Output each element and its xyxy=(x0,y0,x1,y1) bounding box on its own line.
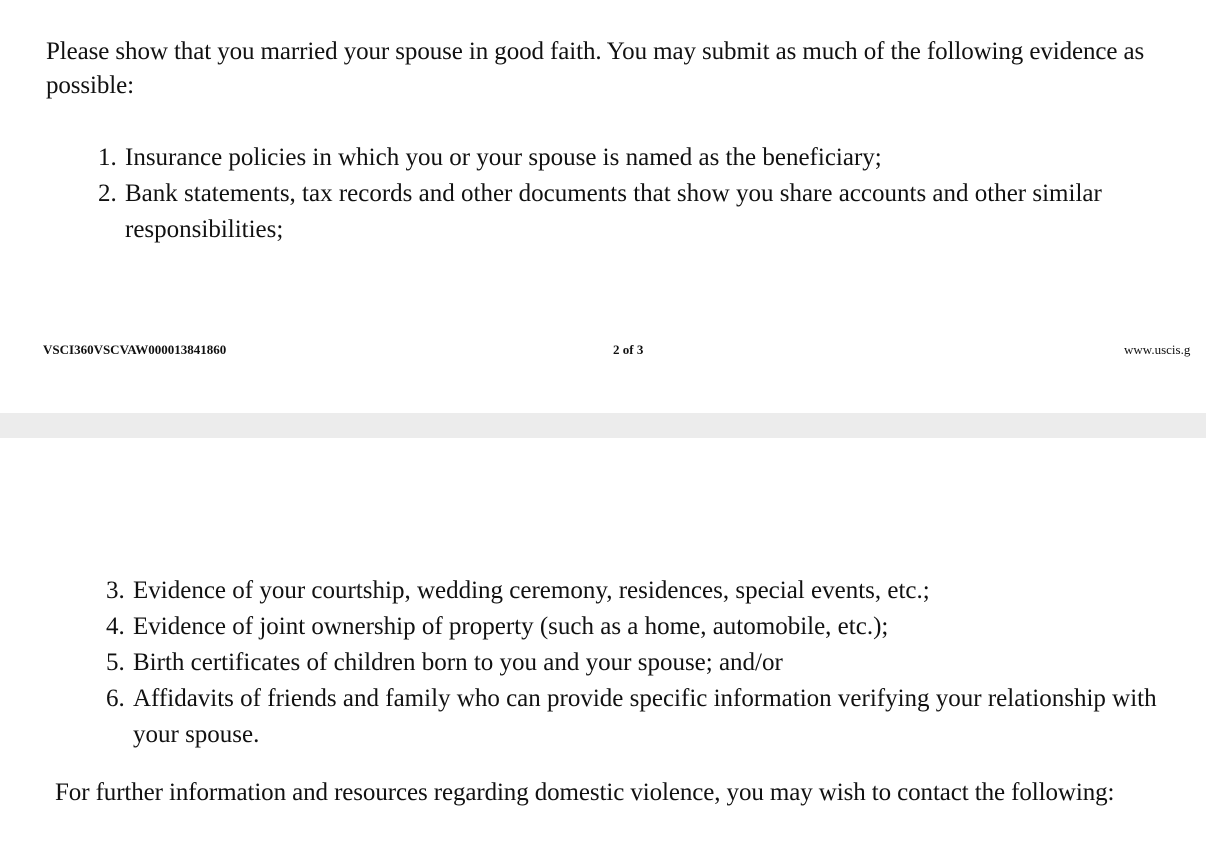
list-item-number: 6. xyxy=(106,685,125,712)
list-item-number: 3. xyxy=(106,577,125,604)
list-item-text: Birth certificates of children born to you and your spouse; and/or xyxy=(133,649,783,676)
footer-document-id: VSCI360VSCVAW000013841860 xyxy=(43,342,227,357)
list-item-text: Insurance policies in which you or your spouse is named as the beneficiary; xyxy=(125,144,882,171)
list-item-text: Affidavits of friends and family who can provide specific information verifying your relationship with your spouse. xyxy=(133,685,1157,748)
intro-paragraph: Please show that you married your spouse in good faith. You may submit as much of the following evidence as possible: xyxy=(46,38,1145,99)
list-item xyxy=(98,140,1188,176)
list-item xyxy=(106,573,1186,609)
list-item-number: 2. xyxy=(98,180,117,207)
list-item-number: 1. xyxy=(98,144,117,171)
list-item xyxy=(106,681,1186,753)
list-item-number: 4. xyxy=(106,613,125,640)
list-item-text: Evidence of joint ownership of property (such as a home, automobile, etc.); xyxy=(133,613,889,640)
footer-website: www.uscis.g xyxy=(1124,342,1191,357)
evidence-list-bottom xyxy=(106,573,1186,753)
document-page-top xyxy=(0,0,1206,413)
list-item xyxy=(106,645,1186,681)
list-item-text: Bank statements, tax records and other documents that show you share accounts and other similar responsibilities; xyxy=(125,180,1102,243)
list-item xyxy=(106,609,1186,645)
list-item-text: Evidence of your courtship, wedding ceremony, residences, special events, etc.; xyxy=(133,577,930,604)
page-separator xyxy=(0,413,1206,438)
further-info-paragraph: For further information and resources regarding domestic violence, you may wish to contact the following: xyxy=(55,779,1115,806)
list-item-number: 5. xyxy=(106,649,125,676)
footer-page-number: 2 of 3 xyxy=(613,342,644,357)
list-item xyxy=(98,176,1188,248)
evidence-list-top xyxy=(98,140,1188,248)
